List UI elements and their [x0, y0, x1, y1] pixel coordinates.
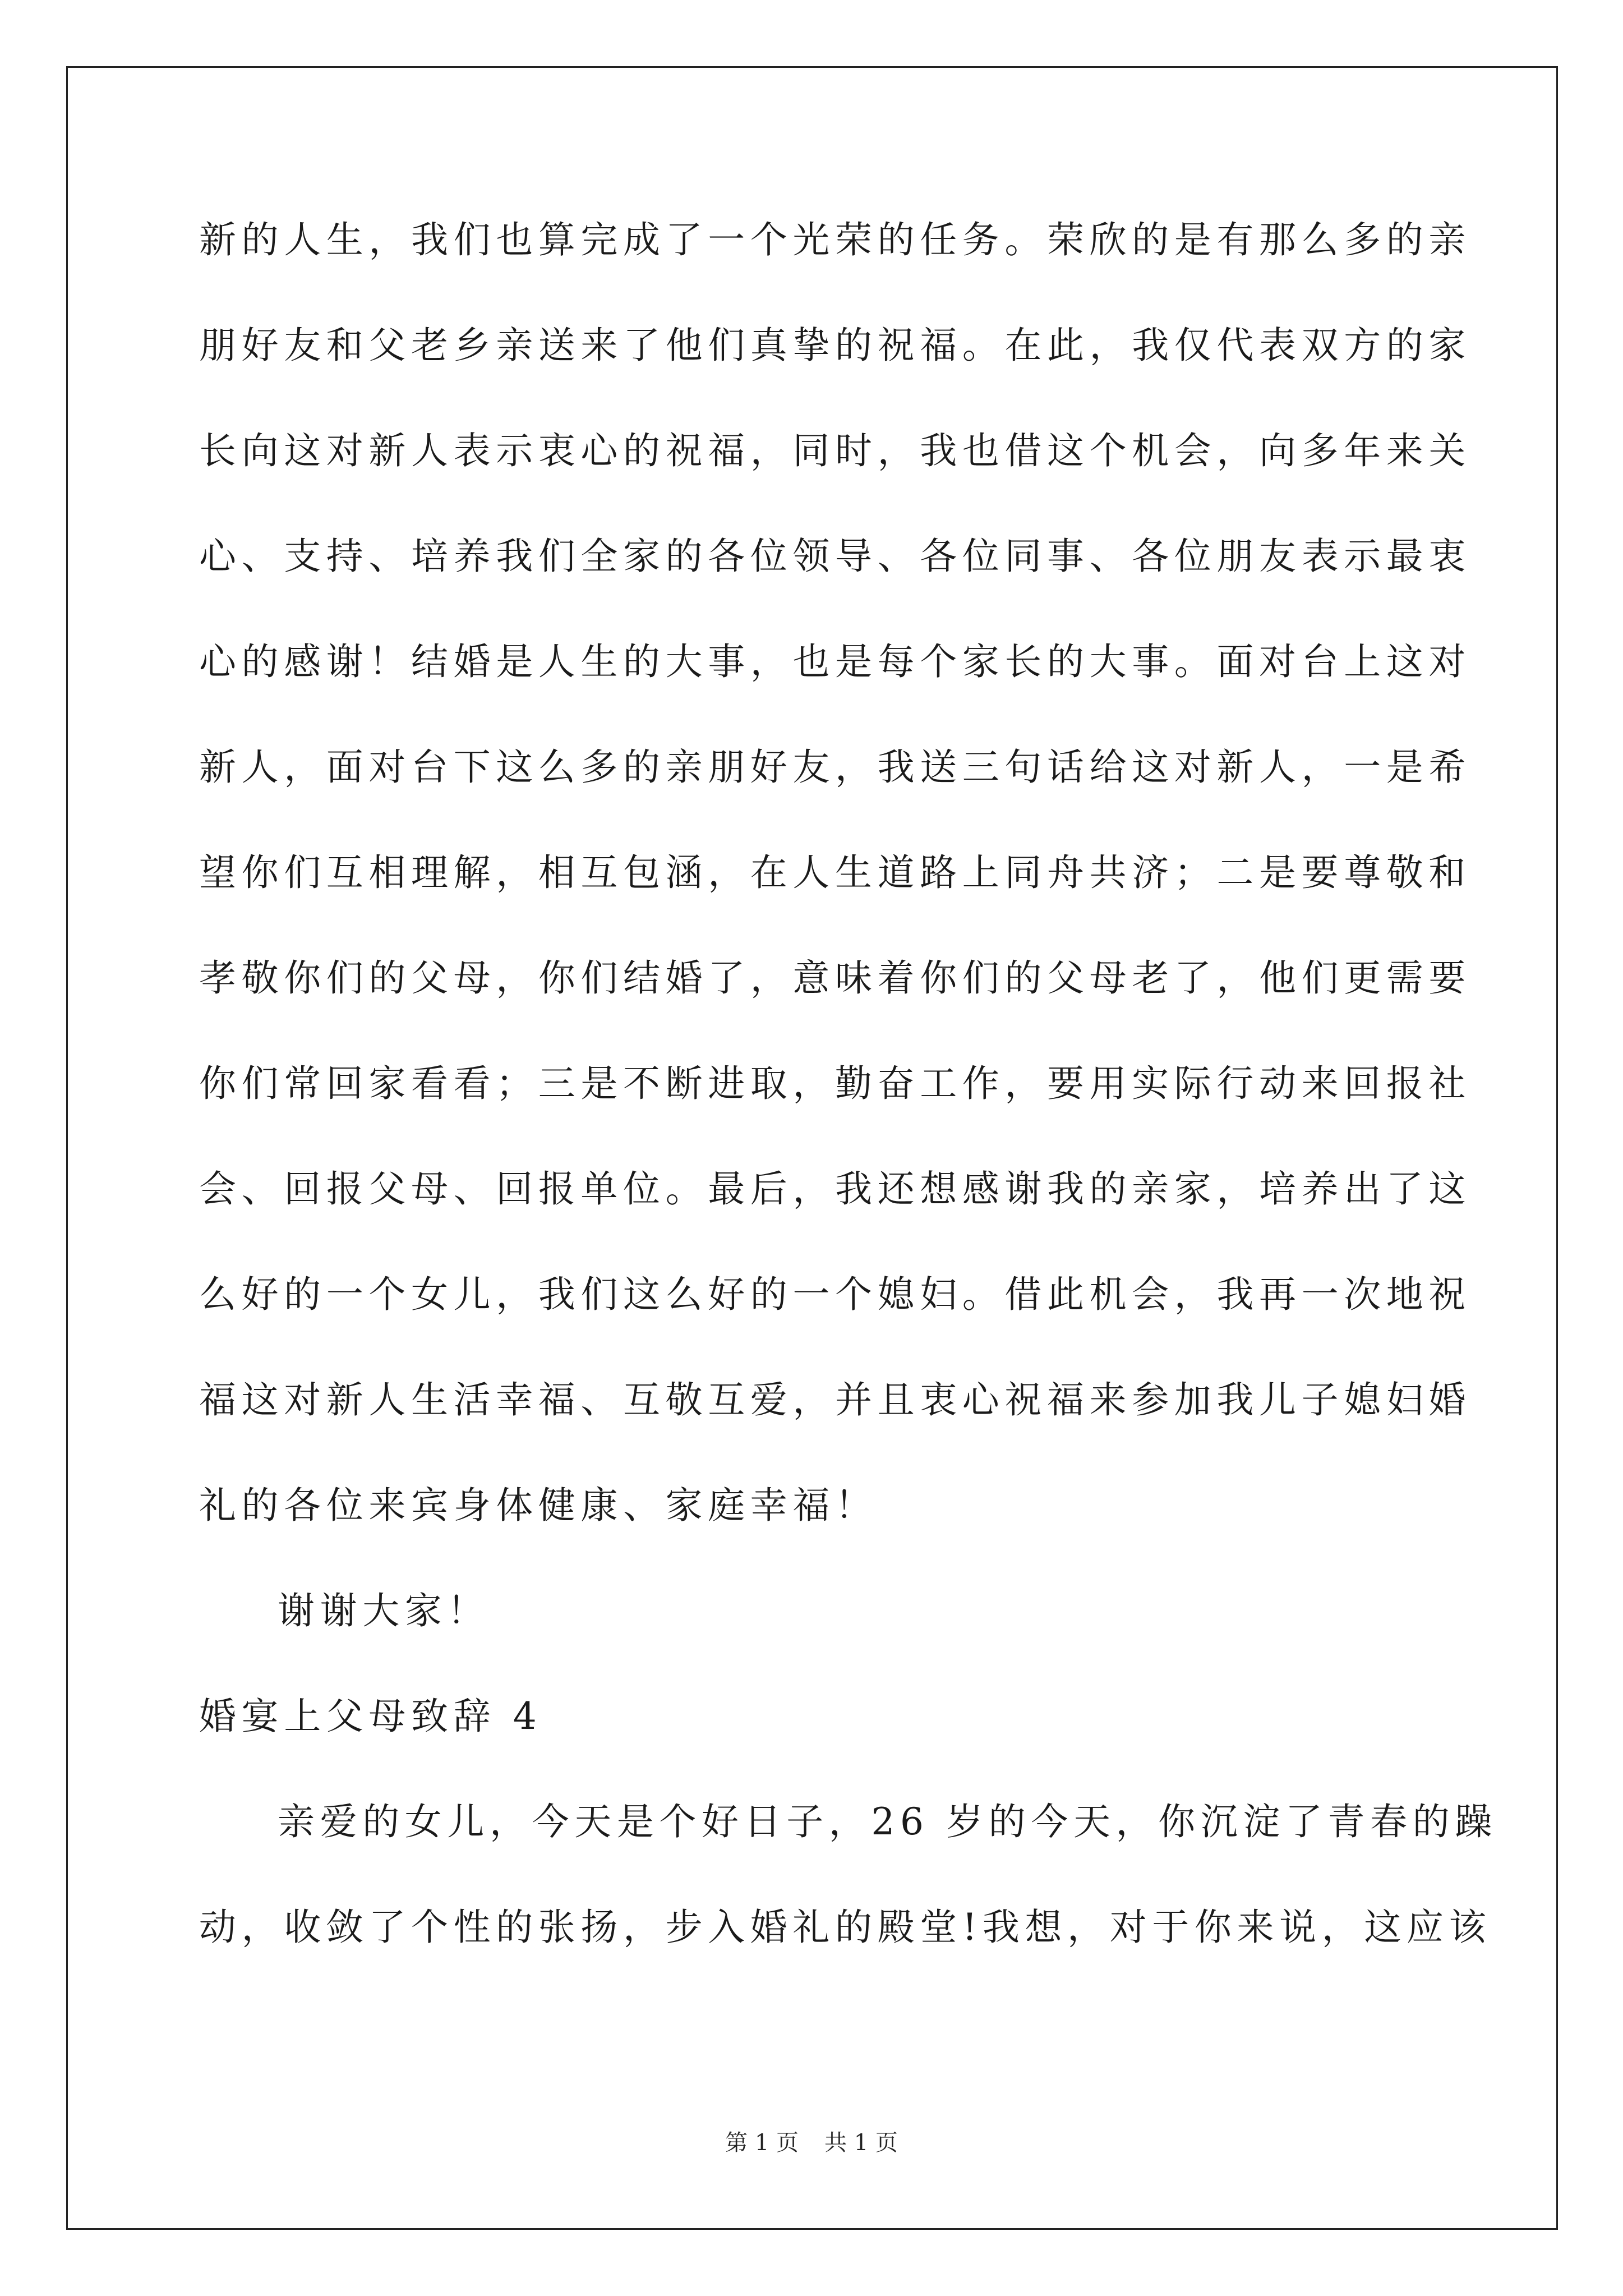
paragraph-line: 心、支持、培养我们全家的各位领导、各位同事、各位朋友表示最衷 — [199, 535, 1471, 578]
paragraph-line: 新人，面对台下这么多的亲朋好友，我送三句话给这对新人，一是希 — [199, 746, 1471, 789]
paragraph-line: 会、回报父母、回报单位。最后，我还想感谢我的亲家，培养出了这 — [199, 1167, 1471, 1211]
closing-line: 谢谢大家！ — [278, 1589, 490, 1632]
paragraph-line: 望你们互相理解，相互包涵，在人生道路上同舟共济；二是要尊敬和 — [199, 851, 1471, 894]
paragraph-line: 长向这对新人表示衷心的祝福，同时，我也借这个机会，向多年来关 — [199, 429, 1471, 472]
paragraph-line: 孝敬你们的父母，你们结婚了，意味着你们的父母老了，他们更需要 — [199, 956, 1471, 1000]
page-footer — [0, 2132, 1623, 2154]
section-title: 婚宴上父母致辞 4 — [199, 1695, 542, 1738]
paragraph-line: 新的人生，我们也算完成了一个光荣的任务。荣欣的是有那么多的亲 — [199, 218, 1471, 261]
paragraph-line: 亲爱的女儿，今天是个好日子，26 岁的今天，你沉淀了青春的躁 — [278, 1800, 1497, 1843]
paragraph-line: 你们常回家看看；三是不断进取，勤奋工作，要用实际行动来回报社 — [199, 1062, 1471, 1105]
paragraph-line: 心的感谢！结婚是人生的大事，也是每个家长的大事。面对台上这对 — [199, 640, 1471, 683]
paragraph-line: 么好的一个女儿，我们这么好的一个媳妇。借此机会，我再一次地祝 — [199, 1273, 1471, 1316]
paragraph-line: 动，收敛了个性的张扬，步入婚礼的殿堂!我想，对于你来说，这应该 — [199, 1906, 1492, 1949]
page-total: 共 1 页 — [824, 2130, 898, 2156]
page-number: 第 1 页 — [725, 2130, 799, 2156]
paragraph-line: 礼的各位来宾身体健康、家庭幸福！ — [199, 1484, 878, 1527]
paragraph-line: 福这对新人生活幸福、互敬互爱，并且衷心祝福来参加我儿子媳妇婚 — [199, 1378, 1471, 1421]
document-body — [199, 218, 1497, 1949]
paragraph-line: 朋好友和父老乡亲送来了他们真挚的祝福。在此，我仅代表双方的家 — [199, 324, 1471, 367]
